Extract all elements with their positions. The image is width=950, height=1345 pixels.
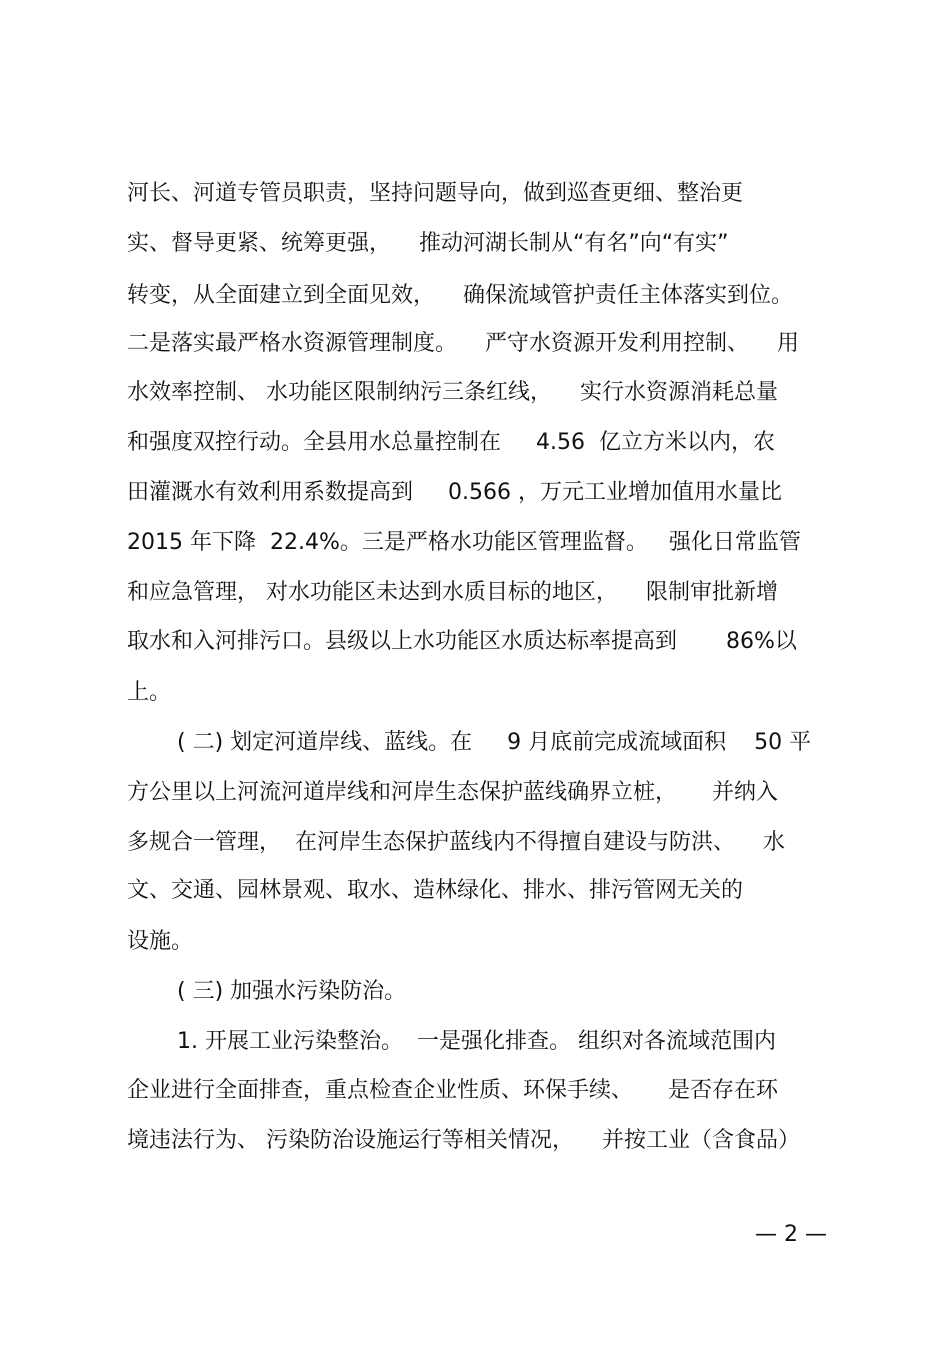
text-line: 企业进行全面排查，重点检查企业性质、环保手续、 是否存在环 [127, 1078, 778, 1103]
text-line: 取水和入河排污口。县级以上水功能区水质达标率提高到 86%以 [127, 629, 797, 654]
text-line: 方公里以上河流河道岸线和河岸生态保护蓝线确界立桩， 并纳入 [127, 780, 778, 805]
text-line: 河长、河道专管员职责，坚持问题导向，做到巡查更细、整治更 [127, 181, 744, 206]
text-line: 多规合一管理， 在河岸生态保护蓝线内不得擅自建设与防洪、 水 [127, 830, 785, 855]
page-number: — 2 — [755, 1222, 827, 1247]
text-line: 和应急管理， 对水功能区未达到水质目标的地区， 限制审批新增 [127, 580, 778, 605]
text-line: 境违法行为、 污染防治设施运行等相关情况， 并按工业（含食品） [127, 1128, 800, 1153]
section-heading: ( 三) 加强水污染防治。 [177, 979, 407, 1004]
text-line: 设施。 [127, 929, 194, 954]
text-line: 二是落实最严格水资源管理制度。 严守水资源开发利用控制、 用 [127, 331, 799, 356]
section-heading-line: ( 二) 划定河道岸线、蓝线。在 9 月底前完成流域面积 50 平 [177, 730, 812, 755]
text-line: 转变，从全面建立到全面见效， 确保流域管护责任主体落实到位。 [127, 283, 793, 308]
text-line: 上。 [127, 680, 172, 705]
text-line: 田灌溉水有效利用系数提高到 0.566 ，万元工业增加值用水量比 [127, 480, 782, 505]
text-line: 文、交通、园林景观、取水、造林绿化、排水、排污管网无关的 [127, 878, 744, 903]
text-line: 和强度双控行动。全县用水总量控制在 4.56 亿立方米以内，农 [127, 430, 775, 455]
text-line: 2015 年下降 22.4%。三是严格水功能区管理监督。 强化日常监管 [127, 530, 801, 555]
subsection-heading-line: 1. 开展工业污染整治。 一是强化排查。 组织对各流域范围内 [177, 1029, 776, 1054]
text-line: 实、督导更紧、统筹更强， 推动河湖长制从“有名”向“有实” [127, 231, 729, 256]
text-line: 水效率控制、 水功能区限制纳污三条红线， 实行水资源消耗总量 [127, 380, 778, 405]
